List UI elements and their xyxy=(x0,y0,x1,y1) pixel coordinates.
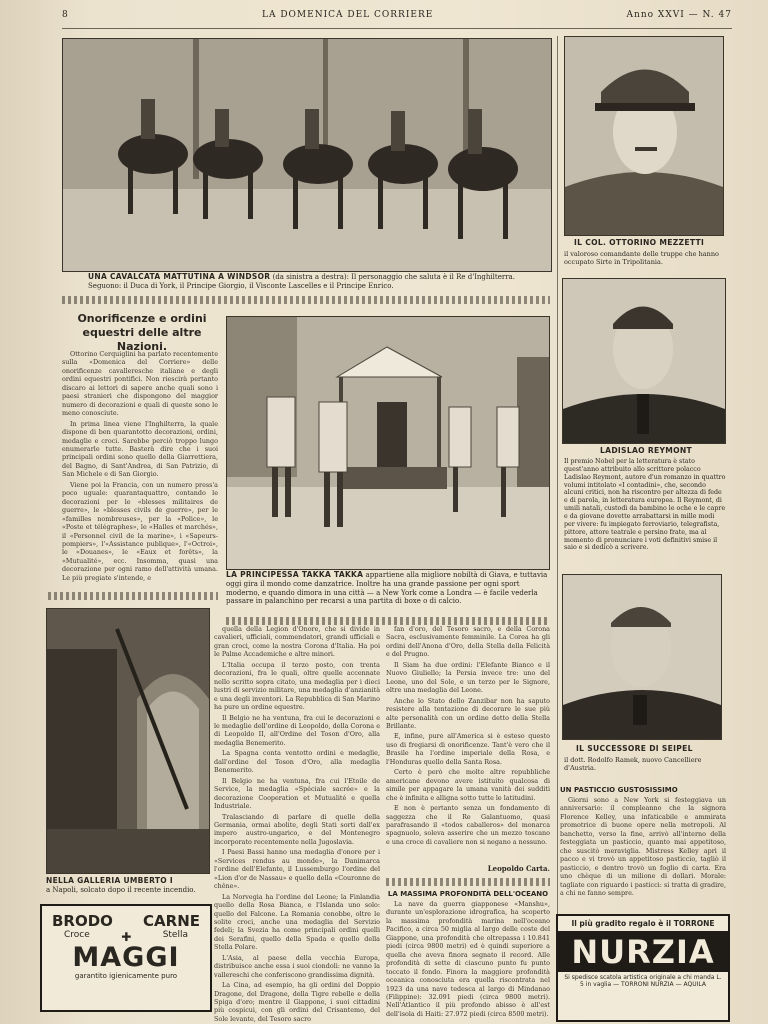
page-number: 8 xyxy=(62,10,69,20)
paragraph: E, infine, pure all'America si è esteso questo uso di fregiarsi di onorificenze. Tant'è vero che il Brasile ha l'ordine imperiale della Rosa, e l'Honduras quello della Santa Rosa. xyxy=(386,732,550,766)
paragraph: La Spagna conta ventotto ordini e medaglie, dall'ordine del Toson d'Oro, alla medaglia Benemerito. xyxy=(214,749,380,775)
maggi-line1: BRODO xyxy=(52,912,113,930)
paragraph: Il Siam ha due ordini: l'Elefante Bianco e il Nuovo Giuliello; la Persia invece tre: uno del Leone, uno del Sole, e un terzo per le Signore, oltre una medaglia del Leone. xyxy=(386,660,550,695)
windsor-caption-text: (da sinistra a destra): Il personaggio che saluta è il Re d'Inghilterra. Seguono: il Duca di York, il Principe Giorgio, il Visconte Lascelles e il Principe Enrico. xyxy=(88,273,515,290)
reymont-portrait-illustration xyxy=(563,279,725,443)
reymont-name: LADISLAO REYMONT xyxy=(600,446,693,455)
maggi-brand: MAGGI xyxy=(72,942,180,973)
masthead: LA DOMENICA DEL CORRIERE xyxy=(261,10,434,20)
paragraph: Tralasciando di parlare di quelle della Germania, ormai abolite, degli Stati sorti dall'ex impero austro-ungarico, e del Montenegro incorporato recentemente nella Jugoslavia. xyxy=(214,812,380,846)
cross-star-icon: ✚ xyxy=(121,930,132,944)
nurzia-bottom: Si spedisce scatola artistica originale a chi manda L. 5 in vaglia — TORRONI NURZIA — AQUILA xyxy=(564,974,722,989)
article-title: Onorificenze e ordini equestri delle altre Nazioni. xyxy=(77,312,207,353)
article-column-3 xyxy=(386,625,550,861)
maggi-ad xyxy=(40,904,212,1012)
galleria-photo xyxy=(46,608,210,874)
paragraph: Il Belgio ne ha ventuna, fra cui le decorazioni e le medaglie dell'ordine di Leopoldo, della Corona e di Leopoldo II, all'Ordine del Toson d'Oro, alla medaglia Benemerito. xyxy=(214,713,380,747)
nurzia-brand: NURZIA xyxy=(558,932,728,972)
ramek-portrait-illustration xyxy=(563,575,721,739)
ocean-title: LA MASSIMA PROFONDITÀ DELL'OCEANO xyxy=(387,890,549,898)
paragraph: La nave da guerra giapponese «Manshu», durante un'esplorazione idrografica, ha scoperto la massima profondità marina nell'oceano Pacifico, a circa 50 miglia al largo delle coste del Giappone, una profondità che oltrepassa i 10.841 piedi (circa 9800 metri) ed è quindi superiore a quella che aveva finora segnato il record. Alle profondità di sette di ciascuno punto fu punto toccato il fondo. Finora la maggiore profondità oceanica conosciuta era quella riscontrata nel 1923 da una nave tedesca al largo di Mindanao (Filippine): 32.091 piedi (circa 9800 metri). Nell'Atlantico il più profondo abisso è all'est dell'isola di Haiti: 27.972 piedi (circa 8500 metri). xyxy=(386,900,550,1018)
galleria-illustration xyxy=(47,609,209,873)
paragraph: I Paesi Bassi hanno una medaglia d'onore per i «Services rendus au monde», la Danimarca l'ordine dell'Elefante, il Lussemburgo l'ordine del «Lion d'or de Nassau» e quello della «Couronne de chêne». xyxy=(214,848,380,891)
galleria-caption-title: NELLA GALLERIA UMBERTO I xyxy=(46,876,173,885)
article-signature: Leopoldo Carta. xyxy=(487,864,550,873)
ornament-divider xyxy=(48,592,218,600)
horses-illustration xyxy=(63,39,551,271)
paragraph: Il Belgio ne ha ventuna, fra cui l'Etoile de Service, la medaglia «Spéciale sacrée» e la decorazione Cooperation et Mutualité e quella Industriale. xyxy=(214,776,380,811)
princess-caption xyxy=(226,570,548,606)
ramek-portrait xyxy=(562,574,722,740)
paragraph: L'Asia, al paese della vecchia Europa, distribuisce anche essa i suoi ciondoli: ne vanno la vallereschi che conferiscono grandissima dignità. xyxy=(214,953,380,979)
paragraph: Anche lo Stato dello Zanzibar non ha saputo resistere alla tentazione di decorare le sue più alte personalità con un ordine detto della Stella Brillante. xyxy=(386,696,550,730)
reymont-portrait xyxy=(562,278,726,444)
galleria-caption xyxy=(46,876,208,895)
paragraph: L'Italia occupa il terzo posto, con trenta decorazioni, fra le quali, oltre quelle accennate nello scritto sopra citato, una medaglia per i dieci lustri di servizio militare, una medaglia d'anzianità e una degli inventori. La Repubblica di San Marino ha pure un ordine equestre. xyxy=(214,660,380,712)
windsor-photo xyxy=(62,38,552,272)
paragraph: Viene poi la Francia, con un numero press'a poco uguale: quarantaquattro, contando le decorazioni per le «blesses militaires de guerre», le «blesses civils de guerre», per le «familles nombreuses», per la «Police», le «Poste et télégraphes», le «Halles et marchés», il «Personnel civil de la marine», i «Sapeurs-pompiers», l'«Assistance publique», l'«Octroi», le «Douanes», le «Eaux et forêts», la «Mutualité», ecc. Insomma, quasi una decorazione per ogni ramo dell'attività umana. Le più pregiate s'intende, e xyxy=(62,480,218,582)
windsor-caption xyxy=(88,272,550,291)
ramek-name: IL SUCCESSORE DI SEIPEL xyxy=(576,744,693,753)
nurzia-ad xyxy=(556,914,730,1022)
maggi-tagline: garantito igienicamente puro xyxy=(74,972,178,981)
page-header xyxy=(62,10,732,29)
ornament-divider xyxy=(62,296,550,304)
article-column-1 xyxy=(62,350,218,582)
article-column-2 xyxy=(214,625,380,1023)
mezzetti-caption: il valoroso comandante delle truppe che hanno occupato Sirte in Tripolitania. xyxy=(564,250,719,267)
palanquin-illustration xyxy=(227,317,549,569)
nurzia-top: Il più gradito regalo è il TORRONE xyxy=(558,916,728,932)
ocean-article xyxy=(386,900,550,1018)
paragraph: La Cina, ad esempio, ha gli ordini del Doppio Dragone, del Dragone, della Tigre rebelle e della Spiga d'oro; mentre il Giappone, i suoi cittadini più cospicui, con gli ordini del Crisantemo, del Sole levante, del Tesoro sacro xyxy=(214,981,380,1023)
issue-number: Anno XXVI — N. 47 xyxy=(626,10,732,20)
galleria-caption-text: a Napoli, solcato dopo il recente incendio. xyxy=(46,885,196,894)
paragraph: Giorni sono a New York si festeggiava un anniversario: il compleanno che la signora Florence Kelley, una infaticabile e ammirata promotrice di buone opere nella metropoli. Al banchetto, verso la fine, arrivò all'interno della festeggiata un pasticcio, quanto mai appetitoso, che suscitò meraviglia. Mistress Kelley aprì il pacco e vi trovò un appetitoso pasticcio, tagliò il pasticcio, e dentro trovò un foglio di carta. Era uno chèque di un milione di dollari. Morale: tagliate con riguardo i pasticci: si tratta di gradire, a chi ne fanno sempre. xyxy=(560,796,726,897)
princess-photo xyxy=(226,316,550,570)
paragraph: fan d'oro, del Tesoro sacro, e della Corona Sacra, esclusivamente femminile. La Corea ha gli ordini dell'Anona d'Oro, della Stella della Felicità e del Prugno. xyxy=(386,625,550,659)
ramek-caption: il dott. Rodolfo Ramek, nuovo Cancelliere d'Austria. xyxy=(564,756,702,773)
princess-caption-title: LA PRINCIPESSA TAKKA TAKKA xyxy=(226,570,364,579)
windsor-caption-title: UNA CAVALCATA MATTUTINA A WINDSOR xyxy=(88,272,271,281)
mezzetti-portrait xyxy=(564,36,724,236)
maggi-line2: Croce xyxy=(64,930,90,940)
column-rule xyxy=(557,36,558,1016)
pasticcio-title: UN PASTICCIO GUSTOSISSIMO xyxy=(560,786,678,794)
princess-caption-text: appartiene alla migliore nobiltà di Giava, e tuttavia oggi gira il mondo come danzatrice. Inoltre ha una grande passione per ogni sport moderno, e quando dimora in una città — a New York come a Londra — è facile vederla passare in palanchino per recarsi a una partita di boxe o di calcio. xyxy=(226,571,548,606)
ornament-divider xyxy=(386,878,550,886)
paragraph: quella della Legion d'Onore, che si divide in cavalieri, ufficiali, commendatori, grandi ufficiali e gran croci, come la nostra Corona d'Italia. Ha poi le Palme Accademiche e altre minori. xyxy=(214,625,380,659)
paragraph: Certo è però che molte altre repubbliche americane devono avere istituito qualcosa di simile per appagare la umana vanità dei sudditi che è infinita e alligna sotto tutte le latitudini. xyxy=(386,768,550,802)
paragraph: E non è pertanto senza un fondamento di saggezza che il Re Galantuomo, quasi parafrasando il «todos caballeros» del monarca spagnuolo, soleva asserire che un mezzo toscano e una croce di cavaliere non si negano a nessuno. xyxy=(386,804,550,846)
officer-portrait-illustration xyxy=(565,37,723,235)
ornament-divider xyxy=(226,617,548,625)
paragraph: In prima linea viene l'Inghilterra, la quale dispone di ben quarantotto decorazioni, ordini, medaglie e croci. Sarebbe perciò troppo lungo enumerarle tutte. Basterà dire che i suoi principali ordini sono quello della Giarrettiera, del Bagno, di Sant'Andrea, di San Patrizio, di San Michele e di San Giorgio. xyxy=(62,419,218,479)
pasticcio-article xyxy=(560,796,726,908)
paragraph: Ottorino Cerquiglini ha parlato recentemente sulla «Domenica del Corriere» delle onorificenze cavalleresche italiane e degli ordini equestri pontifici. Non riescirà pertanto discaro ai lettori di sapere anche quali sono i paesi stranieri che dispongono del maggior numero di decorazioni e quali di queste sono le meno conosciute. xyxy=(62,350,218,418)
mezzetti-name: IL COL. OTTORINO MEZZETTI xyxy=(574,238,705,247)
paragraph: La Norvegia ha l'ordine del Leone; la Finlandia quello della Rosa Bianca, e l'Islanda uno solo: quello del Falcone. La Romania conobbe, oltre le solite croci, anche una medaglia del Servizio fedeli; la Svezia ha come principali ordini quelli dei Serafini, quello della Spada e quello della Stella Polare. xyxy=(214,892,380,952)
maggi-line1b: CARNE xyxy=(143,912,200,930)
reymont-caption: Il premio Nobel per la letteratura è stato quest'anno attribuito allo scrittore polacco Ladislao Reymont, autore d'un romanzo in quattro volumi intitolato «I contadini», che, secondo alcuni critici, non ha riscontro per altezza di fede e di parola, in letteratura europea. Il Reymont, di umili natali, custodì da bambino le oche e le capre e da giovane dovette arrabattarsi in mille modi per vivere: fu impiegato ferroviario, telegrafista, pittore, attore teatrale e persino frate, ma al momento di pronunciare i voti definitivi smise il saio e si dedicò a scrivere. xyxy=(564,458,726,552)
maggi-line2b: Stella xyxy=(162,930,188,940)
